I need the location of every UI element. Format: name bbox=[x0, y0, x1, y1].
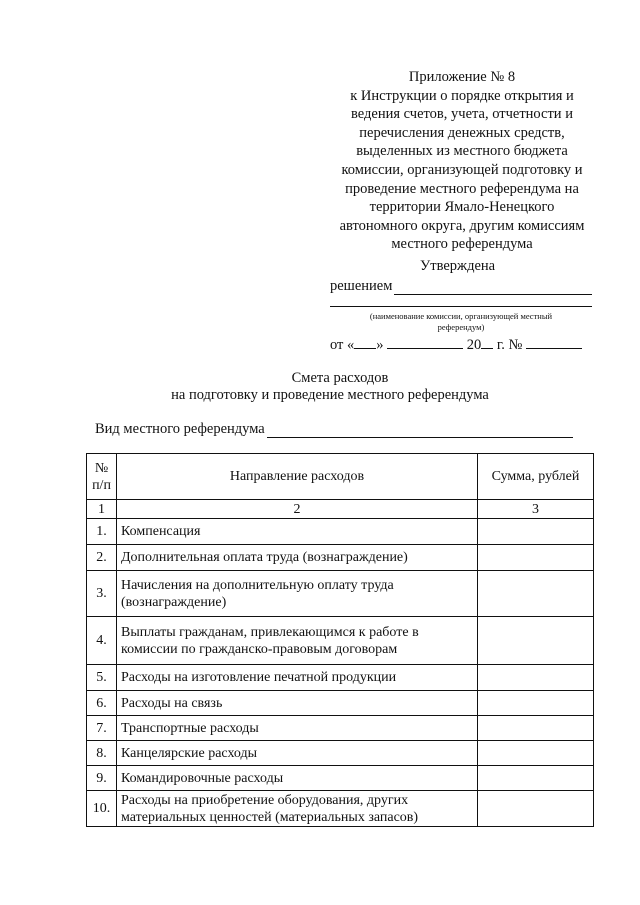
row-num-cell: 7. bbox=[87, 716, 117, 741]
commission-caption bbox=[336, 311, 586, 332]
caption-line: референдум) bbox=[437, 321, 485, 332]
table-row bbox=[87, 617, 594, 665]
row-sum-cell bbox=[478, 545, 594, 571]
row-sum-cell bbox=[478, 791, 594, 827]
commission-name-blank bbox=[330, 306, 592, 307]
table-row bbox=[87, 766, 594, 791]
appendix-line: автономного округа, другим комиссиям bbox=[339, 217, 585, 234]
row-sum-cell bbox=[478, 691, 594, 716]
appendix-line: комиссии, организующей подготовку и bbox=[341, 161, 583, 178]
row-sum-cell bbox=[478, 617, 594, 665]
referendum-kind-blank bbox=[267, 424, 573, 438]
estimate-table bbox=[86, 453, 594, 827]
row-num-cell: 6. bbox=[87, 691, 117, 716]
date-close-quote: » bbox=[376, 337, 384, 353]
table-row bbox=[87, 691, 594, 716]
appendix-line: местного референдума bbox=[391, 236, 533, 253]
row-direction-cell: Командировочные расходы bbox=[117, 766, 478, 791]
appendix-line: территории Ямало-Ненецкого bbox=[369, 199, 555, 216]
row-sum-cell bbox=[478, 766, 594, 791]
row-sum-cell bbox=[478, 519, 594, 545]
row-direction-cell: Расходы на связь bbox=[117, 691, 478, 716]
decision-label: решением bbox=[330, 278, 393, 294]
row-num-cell: 8. bbox=[87, 741, 117, 766]
day-blank bbox=[354, 336, 376, 349]
row-num-cell: 5. bbox=[87, 665, 117, 691]
number-blank bbox=[526, 336, 582, 349]
table-row bbox=[87, 545, 594, 571]
table-row bbox=[87, 716, 594, 741]
table-row bbox=[87, 519, 594, 545]
table-header-row bbox=[87, 454, 594, 500]
table-row bbox=[87, 741, 594, 766]
date-from-label: от « bbox=[330, 337, 355, 353]
appendix-block bbox=[322, 68, 602, 254]
row-direction-cell: Начисления на дополнительную оплату труда (вознаграждение) bbox=[117, 571, 478, 617]
row-direction-cell: Дополнительная оплата труда (вознаграждение) bbox=[117, 545, 478, 571]
appendix-line: ведения счетов, учета, отчетности и bbox=[351, 106, 573, 123]
row-direction-cell: Канцелярские расходы bbox=[117, 741, 478, 766]
appendix-line: проведение местного референдума на bbox=[345, 180, 579, 197]
approved-title: Утверждена bbox=[420, 258, 496, 274]
row-direction-cell: Компенсация bbox=[117, 519, 478, 545]
row-num-cell: 10. bbox=[87, 791, 117, 827]
year-blank bbox=[481, 336, 493, 349]
estimate-title: Смета расходов bbox=[291, 370, 389, 386]
appendix-line: перечисления денежных средств, bbox=[359, 124, 565, 141]
row-sum-cell bbox=[478, 716, 594, 741]
row-sum-cell bbox=[478, 665, 594, 691]
referendum-kind-field bbox=[95, 421, 573, 438]
year-prefix: 20 bbox=[466, 337, 482, 353]
index-cell: 1 bbox=[87, 500, 117, 519]
table-row bbox=[87, 791, 594, 827]
header-num-cell bbox=[87, 454, 117, 500]
row-direction-cell: Расходы на изготовление печатной продукции bbox=[117, 665, 478, 691]
row-direction-cell: Выплаты гражданам, привлекающимся к работе в комиссии по гражданско-правовым договорам bbox=[117, 617, 478, 665]
appendix-line: выделенных из местного бюджета bbox=[356, 143, 568, 160]
header-num-line: № bbox=[94, 460, 109, 476]
index-cell: 3 bbox=[478, 500, 594, 519]
row-num-cell: 3. bbox=[87, 571, 117, 617]
table-row bbox=[87, 665, 594, 691]
row-num-cell: 4. bbox=[87, 617, 117, 665]
estimate-subtitle: на подготовку и проведение местного референдума bbox=[171, 387, 489, 403]
row-direction-cell: Расходы на приобретение оборудования, других материальных ценностей (материальных запасов) bbox=[117, 791, 478, 827]
row-num-cell: 1. bbox=[87, 519, 117, 545]
caption-line: (наименование комиссии, организующей местный bbox=[369, 311, 553, 321]
appendix-line: Приложение № 8 bbox=[408, 69, 516, 85]
table-index-row bbox=[87, 500, 594, 519]
referendum-kind-label: Вид местного референдума bbox=[95, 421, 265, 437]
header-direction-cell: Направление расходов bbox=[117, 454, 478, 500]
header-sum-cell: Сумма, рублей bbox=[478, 454, 594, 500]
row-num-cell: 9. bbox=[87, 766, 117, 791]
decision-field bbox=[330, 278, 592, 295]
row-num-cell: 2. bbox=[87, 545, 117, 571]
row-direction-cell: Транспортные расходы bbox=[117, 716, 478, 741]
appendix-line: к Инструкции о порядке открытия и bbox=[350, 87, 574, 104]
index-cell: 2 bbox=[117, 500, 478, 519]
header-num-line: п/п bbox=[92, 477, 111, 493]
decision-blank bbox=[394, 280, 592, 295]
row-sum-cell bbox=[478, 571, 594, 617]
table-row bbox=[87, 571, 594, 617]
row-sum-cell bbox=[478, 741, 594, 766]
month-blank bbox=[387, 336, 463, 349]
number-label: г. № bbox=[496, 337, 523, 353]
date-field bbox=[330, 336, 582, 354]
